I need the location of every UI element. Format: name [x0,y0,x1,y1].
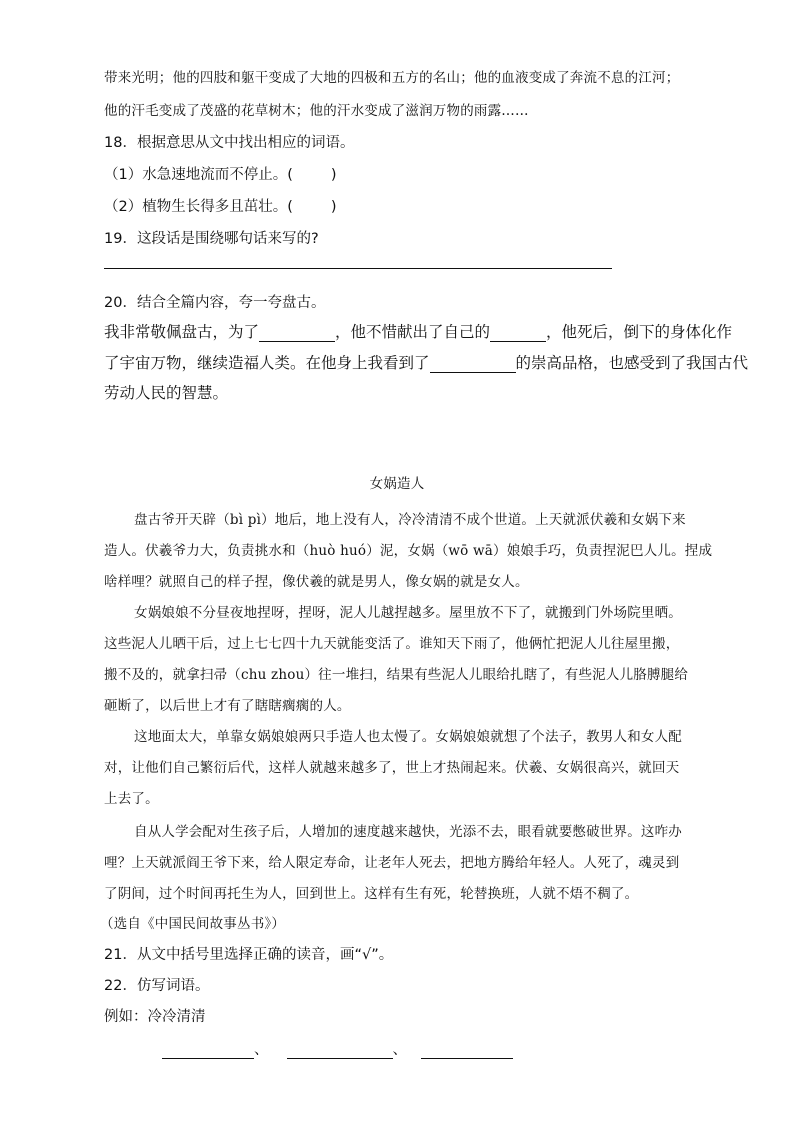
q20-text-2a: 了宇宙万物，继续造福人类。在他身上我看到了 [104,354,430,372]
story-p3-line-3: 上去了。 [104,791,159,807]
q18-item1-text: （1）水急速地流而不停止。( [104,167,293,183]
story-p1-line-1: 盘古爷开天辟（bì pì）地后，地上没有人，冷冷清清不成个世道。上天就派伏羲和女娲下来 [134,512,686,528]
question-22: 22．仿写词语。 [104,978,210,994]
question-18-item-1 [104,163,337,184]
story-p4-line-3: 了阴间，过个时间再托生为人，回到世上。这样有生有死，轮替换班，人就不焐不稠了。 [104,886,639,902]
q18-item2-text: （2）植物生长得多且茁壮。( [104,199,293,215]
story-p2-line-2: 这些泥人儿晒干后，过上七七四十九天就能变活了。谁知天下雨了，他俩忙把泥人儿往屋里搬， [104,636,680,652]
q22-blank-1[interactable] [162,1042,254,1059]
story-p2-line-3: 搬不及的，就拿扫帚（chu zhou）往一堆扫，结果有些泥人儿眼给扎瞎了，有些泥人儿胳膊腿给 [104,667,689,683]
question-20: 20．结合全篇内容，夸一夸盘古。 [104,295,326,311]
story-title: 女娲造人 [369,476,425,492]
question-18-item-2 [104,195,337,216]
story-p2-line-4: 砸断了，以后世上才有了瞎瞎瘸瘸的人。 [104,698,351,714]
story-source: （选自《中国民间故事丛书》） [100,916,286,932]
question-21: 21．从文中括号里选择正确的读音，画“√”。 [104,947,394,963]
q20-text-1b: ，他不惜献出了自己的 [335,323,491,341]
q22-example: 例如：冷冷清清 [104,1009,206,1025]
q22-blank-2[interactable] [287,1042,393,1059]
q22-answer-row [162,1038,513,1059]
q20-blank-1[interactable] [259,325,335,342]
question-19: 19．这段话是围绕哪句话来写的? [104,231,319,247]
question-18: 18．根据意思从文中找出相应的词语。 [104,135,355,151]
story-p1-line-3: 啥样哩？就照自己的样子捏，像伏羲的就是男人，像女娲的就是女人。 [104,574,529,590]
story-p2-line-1: 女娲娘娘不分昼夜地捏呀，捏呀，泥人儿越捏越多。屋里放不下了，就搬到门外场院里晒。 [134,605,682,621]
q20-blank-2[interactable] [490,325,546,342]
passage-line-2: 他的汗毛变成了茂盛的花草树木；他的汗水变成了滋润万物的雨露…… [104,103,529,119]
story-p4-line-2: 哩？上天就派阎王爷下来，给人限定寿命，让老年人死去，把地方腾给年轻人。人死了，魂灵到 [104,855,680,871]
q19-answer-line[interactable] [104,268,612,269]
q22-blank-3[interactable] [421,1042,513,1059]
passage-line-1: 带来光明；他的四肢和躯干变成了大地的四极和五方的名山；他的血液变成了奔流不息的江河； [104,70,680,86]
q18-item1-close: ) [330,167,337,183]
q20-text-1c: ，他死后，倒下的身体化作 [546,323,733,341]
q20-line-3: 劳动人民的智慧。 [104,384,229,402]
q20-line-2 [104,351,748,373]
q18-item2-close: ) [330,199,337,215]
story-p3-line-2: 对，让他们自己繁衍后代，这样人就越来越多了，世上才热闹起来。伏羲、女娲很高兴，就回天 [104,760,680,776]
story-p4-line-1: 自从人学会配对生孩子后，人增加的速度越来越快，光添不去，眼看就要憋破世界。这咋办 [134,824,682,840]
q22-separator-1: 、 [254,1042,269,1058]
q20-blank-3[interactable] [430,356,516,373]
q22-separator-2: 、 [392,1042,407,1058]
q20-line-1 [104,320,732,342]
q20-text-2b: 的崇高品格，也感受到了我国古代 [515,354,749,372]
q20-text-1a: 我非常敬佩盘古，为了 [104,323,260,341]
story-p1-line-2: 造人。伏羲爷力大，负责挑水和（huò huó）泥，女娲（wō wā）娘娘手巧，负责捏泥巴人儿。捏成 [104,543,713,559]
story-p3-line-1: 这地面太大，单靠女娲娘娘两只手造人也太慢了。女娲娘娘就想了个法子，教男人和女人配 [134,729,682,745]
